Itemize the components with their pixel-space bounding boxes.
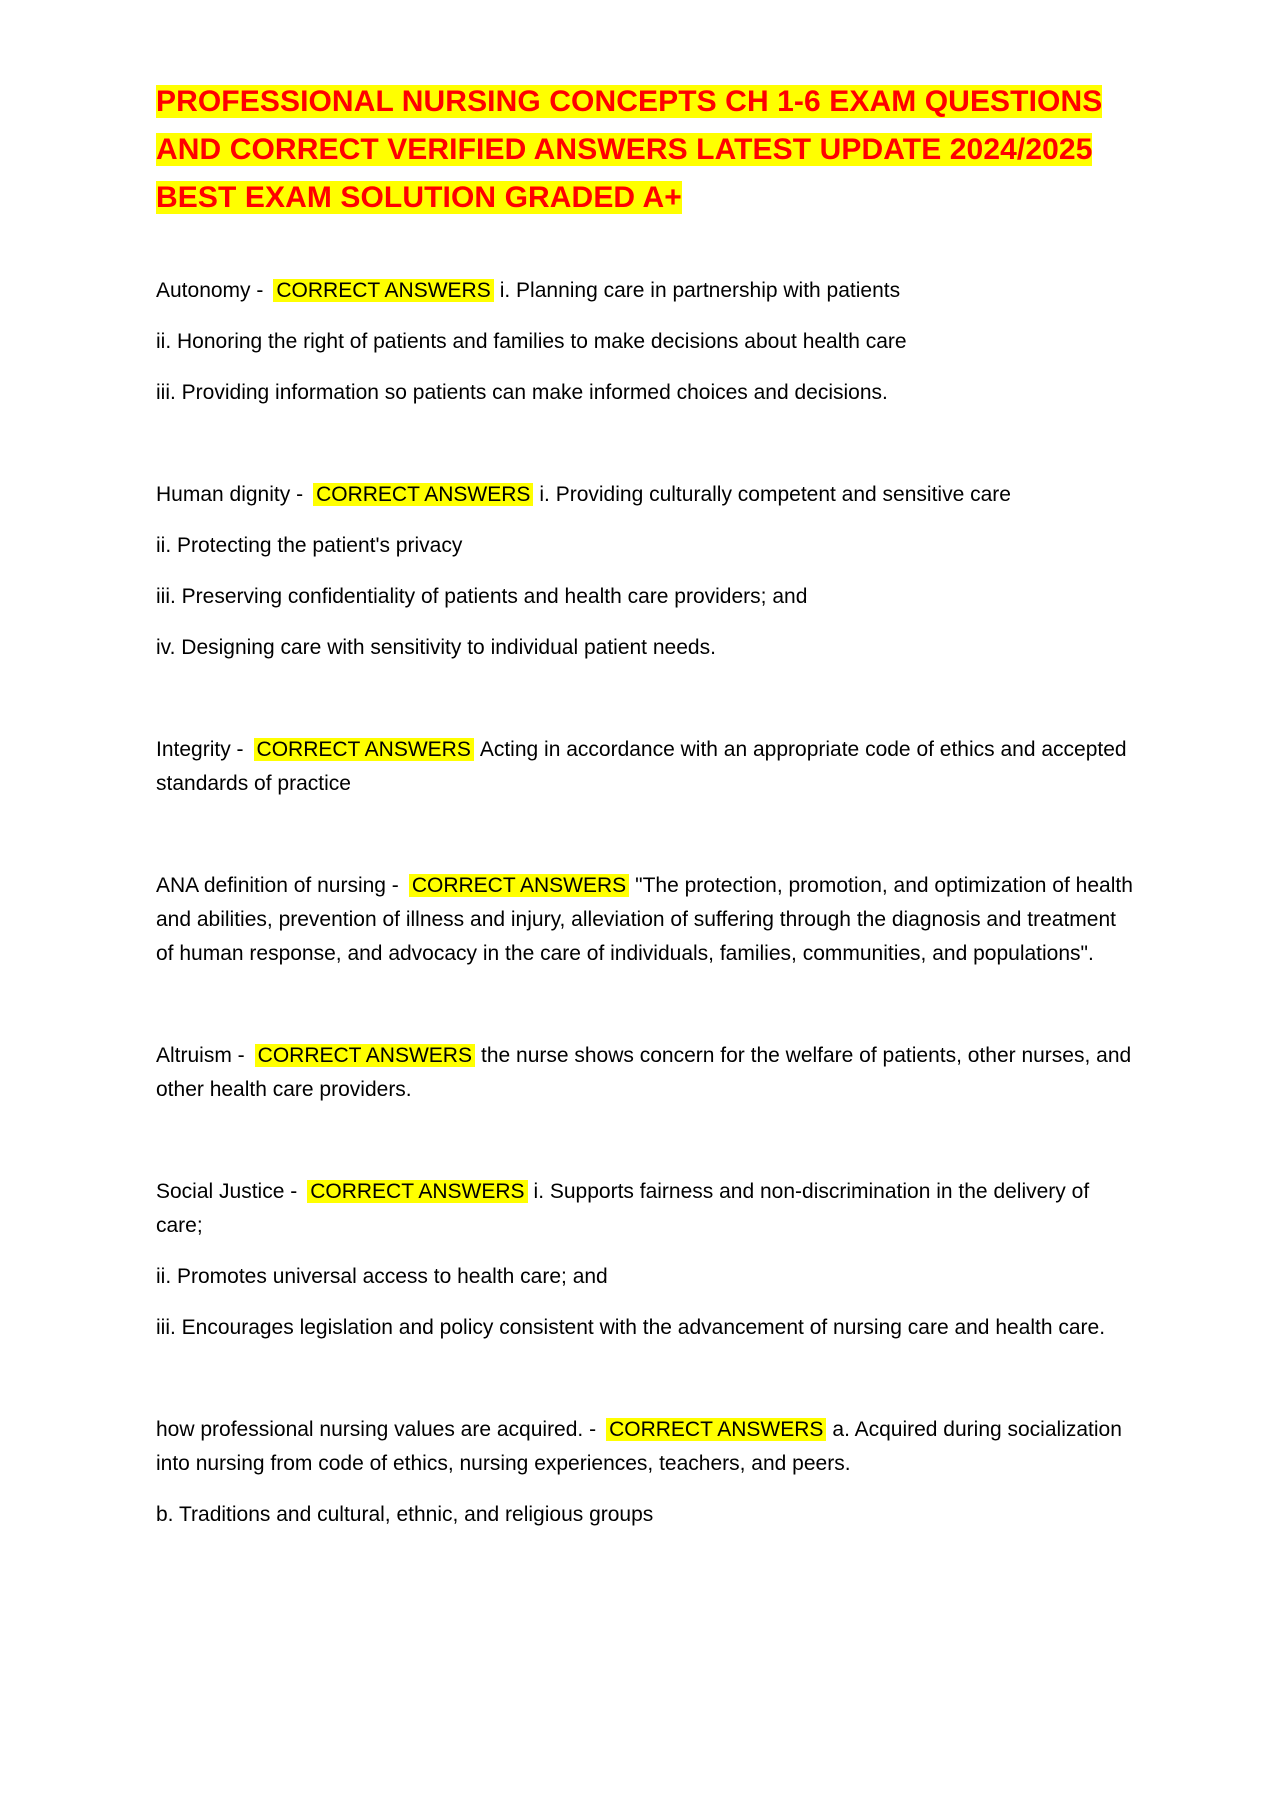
correct-answers-highlight: CORRECT ANSWERS <box>307 1180 527 1203</box>
qa-entry-integrity <box>156 733 1136 801</box>
qa-answer: i. Planning care in partnership with patients <box>499 279 901 302</box>
qa-answer-line: ii. Protecting the patient's privacy <box>156 534 463 557</box>
qa-answer-line: iii. Encourages legislation and policy consistent with the advancement of nursing care and health care. <box>156 1316 1106 1339</box>
qa-answer: a. Acquired during socialization into nursing from code of ethics, nursing experiences, teachers, and peers. <box>156 1418 1122 1475</box>
qa-term: Social Justice - <box>156 1180 298 1203</box>
correct-answers-highlight: CORRECT ANSWERS <box>255 1044 475 1067</box>
qa-answer: i. Providing culturally competent and sensitive care <box>539 483 1011 506</box>
qa-answer: i. Supports fairness and non-discrimination in the delivery of care; <box>156 1180 1090 1237</box>
qa-question-line <box>156 274 1136 308</box>
qa-entry-autonomy <box>156 274 1136 410</box>
qa-entry-ana-definition <box>156 869 1136 971</box>
qa-answer: "The protection, promotion, and optimization of health and abilities, prevention of illness and injury, alleviation of suffering through the diagnosis and treatment of human response, and advocacy in the care of individuals, families, communities, and populations". <box>156 874 1133 965</box>
document-title <box>156 78 1136 222</box>
qa-term: ANA definition of nursing - <box>156 874 399 897</box>
qa-question-line <box>156 733 1136 801</box>
qa-question-line <box>156 1413 1136 1481</box>
correct-answers-highlight: CORRECT ANSWERS <box>254 738 474 761</box>
qa-term: Integrity - <box>156 738 244 761</box>
qa-answer-line: iii. Preserving confidentiality of patients and health care providers; and <box>156 585 808 608</box>
qa-entry-social-justice <box>156 1175 1136 1345</box>
qa-entry-human-dignity <box>156 478 1136 665</box>
correct-answers-highlight: CORRECT ANSWERS <box>313 483 533 506</box>
qa-question-line <box>156 1039 1136 1107</box>
qa-term: Altruism - <box>156 1044 245 1067</box>
qa-term: how professional nursing values are acquired. - <box>156 1418 597 1441</box>
correct-answers-highlight: CORRECT ANSWERS <box>606 1418 826 1441</box>
correct-answers-highlight: CORRECT ANSWERS <box>273 279 493 302</box>
correct-answers-highlight: CORRECT ANSWERS <box>409 874 629 897</box>
qa-answer-line: b. Traditions and cultural, ethnic, and religious groups <box>156 1503 654 1526</box>
qa-answer-line: iv. Designing care with sensitivity to individual patient needs. <box>156 636 716 659</box>
qa-entry-altruism <box>156 1039 1136 1107</box>
qa-entry-values-acquired <box>156 1413 1136 1532</box>
qa-question-line <box>156 869 1136 971</box>
qa-answer-line: ii. Honoring the right of patients and families to make decisions about health care <box>156 330 907 353</box>
document-page <box>156 78 1136 1600</box>
qa-answer-line: ii. Promotes universal access to health care; and <box>156 1265 608 1288</box>
qa-term: Human dignity - <box>156 483 304 506</box>
qa-answer-line: iii. Providing information so patients can make informed choices and decisions. <box>156 381 888 404</box>
document-title-text: PROFESSIONAL NURSING CONCEPTS CH 1-6 EXAM QUESTIONS AND CORRECT VERIFIED ANSWERS LATEST UPDATE 2024/2025 BEST EXAM SOLUTION GRADED A+ <box>156 85 1103 214</box>
qa-question-line <box>156 1175 1136 1243</box>
qa-question-line <box>156 478 1136 512</box>
qa-answer: Acting in accordance with an appropriate code of ethics and accepted standards of practice <box>156 738 1127 795</box>
qa-answer: the nurse shows concern for the welfare of patients, other nurses, and other health care providers. <box>156 1044 1132 1101</box>
qa-term: Autonomy - <box>156 279 264 302</box>
